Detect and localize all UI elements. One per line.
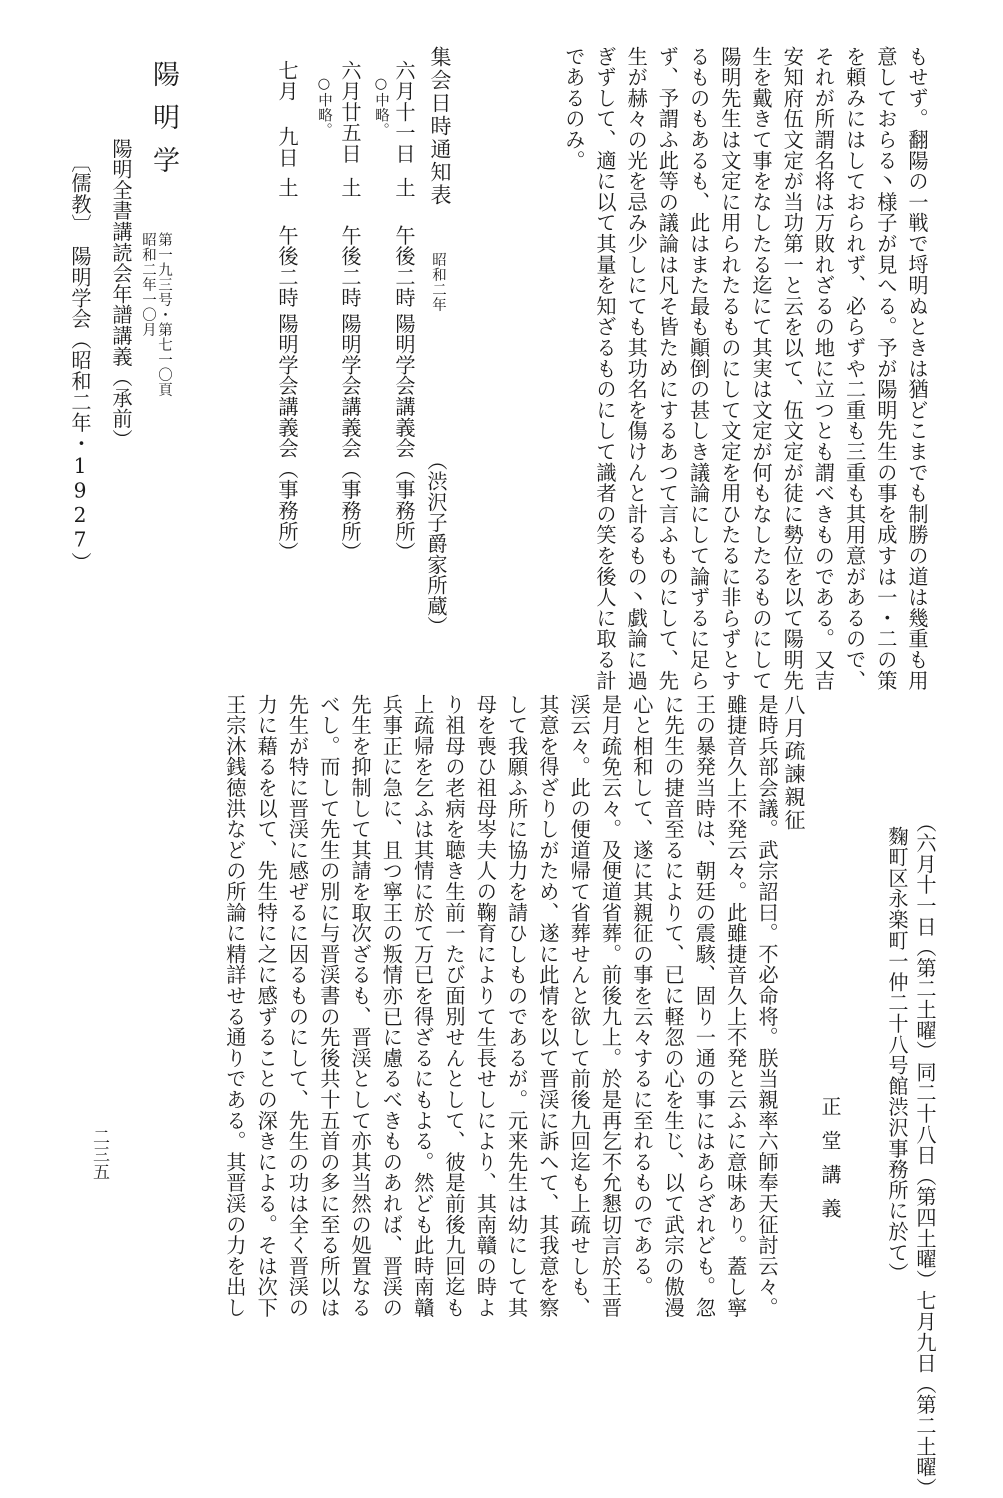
paragraph-line: それが所謂名将は万敗れざるの地に立つとも謂べきものである。又吉 <box>811 46 836 691</box>
schedule-event: 陽明学会講義会（事務所） <box>275 313 299 563</box>
schedule-time: 午後二時 <box>338 225 362 309</box>
paragraph-line: 上疏帰を乞ふは其情に於て万已を得ざるにもよる。然ども此時南贛 <box>410 694 435 1318</box>
schedule-time: 午後二時 <box>392 225 416 309</box>
schedule-date: 七月 九日 <box>275 60 299 168</box>
paragraph-line: 是月疏免云々。及便道省葬。前後九上。於是再乞不允懇切言於王晋 <box>598 694 623 1318</box>
journal-name: 陽明学 <box>148 60 179 189</box>
paragraph-line: 安知府伍文定が当功第一と云を以て、伍文定が徒に勢位を以て陽明先 <box>780 46 805 691</box>
schedule-date: 六月廿五日 <box>338 60 362 164</box>
schedule-day: 土 <box>338 177 362 198</box>
paragraph-line: 雖捷音久上不発云々。此雖捷音久上不発と云ふに意味あり。蓋し寧 <box>723 694 748 1318</box>
paragraph-line: 王の暴発当時は、朝廷の震駭、固り一通の事にはあらざれども。忽 <box>692 694 717 1318</box>
paragraph-line: ず、予謂ふ此等の議論は凡そ皆ためにするあつて言ふものにして、先 <box>655 46 680 691</box>
paragraph-line: 先生を抑制して其請を取次ざるも、晋渓として亦其当然の処置なる <box>348 694 373 1318</box>
schedule-date: 六月十一日 <box>392 60 416 164</box>
paragraph-line: るものもあるも、此はまた最も顚倒の甚しき議論にして論ずるに足ら <box>686 46 711 691</box>
paragraph-line: して我願ふ所に協力を請ひしものであるが。元来先生は幼にして其 <box>504 694 529 1318</box>
schedule-event: 陽明学会講義会（事務所） <box>392 313 416 563</box>
section-heading: 八月疏諫親征 <box>782 694 806 832</box>
venue: 麴町区永楽町一仲二十八号館渋沢事務所に於て） <box>885 826 909 1284</box>
schedule-day: 土 <box>392 177 416 198</box>
paragraph-line: 是時兵部会議。武宗詔曰。不必命将。朕当親率六師奉天征討云々。 <box>755 694 779 1318</box>
journal-date: 昭和二年一〇月 <box>140 232 156 337</box>
schedule-note: ○中略。 <box>316 76 332 138</box>
paragraph-line: 王宗沐銭徳洪などの所論に精詳せる通りである。其晋渓の力を出し <box>222 694 247 1318</box>
schedule-year: 昭和二年 <box>430 252 446 312</box>
paragraph-line: を頼みにはしておられず、必らずや二重も三重も其用意があるので、 <box>842 46 867 691</box>
meeting-dates: （六月十一日（第二土曜）同二十八日（第四土曜）七月九日（第二土曜） <box>913 812 937 1498</box>
page-number: 二三五 <box>89 1128 109 1181</box>
paragraph-line: 母を喪ひ祖母岑夫人の鞠育によりて生長せしにより、其南贛の時よ <box>473 694 498 1318</box>
paragraph-line: 渓云々。此の便道帰て省葬せんと欲して前後九回迄も上疏せしも、 <box>567 694 592 1318</box>
paragraph-line: 其意を得ざりしがため、遂に此情を以て晋渓に訴へて、其我意を察 <box>535 694 560 1318</box>
speaker: 正堂講義 <box>818 1096 842 1232</box>
paragraph-line: り祖母の老病を聴き生前一たび面別せんとして、彼是前後九回迄も <box>442 694 466 1318</box>
paragraph-line: 生が赫々の光を忌み少しにても其功名を傷けんと計るもの丶戯論に過 <box>624 46 649 691</box>
paragraph-line: 生を戴きて事をなしたる迄にて其実は文定が何もなしたるものにして <box>749 46 773 691</box>
paragraph-line: であるのみ。 <box>561 46 586 171</box>
paragraph-line: 心と相和して、遂に其親征の事を云々するに至れるものである。 <box>629 694 654 1298</box>
schedule-event: 陽明学会講義会（事務所） <box>338 313 362 563</box>
paragraph-line: もせず。翻陽の一戦で埒明ぬときは猶どこまでも制勝の道は幾重も用 <box>905 46 929 691</box>
schedule-time: 午後二時 <box>275 225 299 309</box>
lecture-title: 陽明全書講読会年譜講義（承前） <box>109 138 133 450</box>
paragraph-line: に先生の捷音至るによりて、已に軽忽の心を生じ、以て武宗の傲漫 <box>661 694 686 1318</box>
paragraph-line: ぎずして、適に以て其量を知ざるものにして識者の笑を後人に取る計 <box>593 46 617 691</box>
paragraph-line: 陽明先生は文定に用られたるものにして文定を用ひたるに非らずとす <box>717 46 742 691</box>
paragraph-line: 先生が特に晋渓に感ぜるに因るものにして、先生の功は全く晋渓の <box>285 694 310 1318</box>
journal-issue: 第一九三号・第七一〇頁 <box>156 232 172 397</box>
paragraph-line: 兵事正に急に、且つ寧王の叛情亦已に慮るべきものあれば、晋渓の <box>379 694 404 1318</box>
paragraph-line: 意しておらる丶様子が見へる。予が陽明先生の事を成すは一・二の策 <box>873 46 898 691</box>
category-line: 〔儒教〕 陽明学会（昭和二年・1927） <box>68 152 92 574</box>
schedule-source-note: （渋沢子爵家所蔵） <box>424 450 448 638</box>
schedule-note: ○中略。 <box>373 76 389 138</box>
paragraph-line: 力に藉るを以て、先生特に之に感ずることの深きによる。そは次下 <box>254 694 279 1318</box>
schedule-day: 土 <box>275 177 299 198</box>
paragraph-line: べし。而して先生の別に与晋渓書の先後共十五首の多に至る所以は <box>316 694 341 1318</box>
schedule-title: 集会日時通知表 <box>428 46 452 207</box>
